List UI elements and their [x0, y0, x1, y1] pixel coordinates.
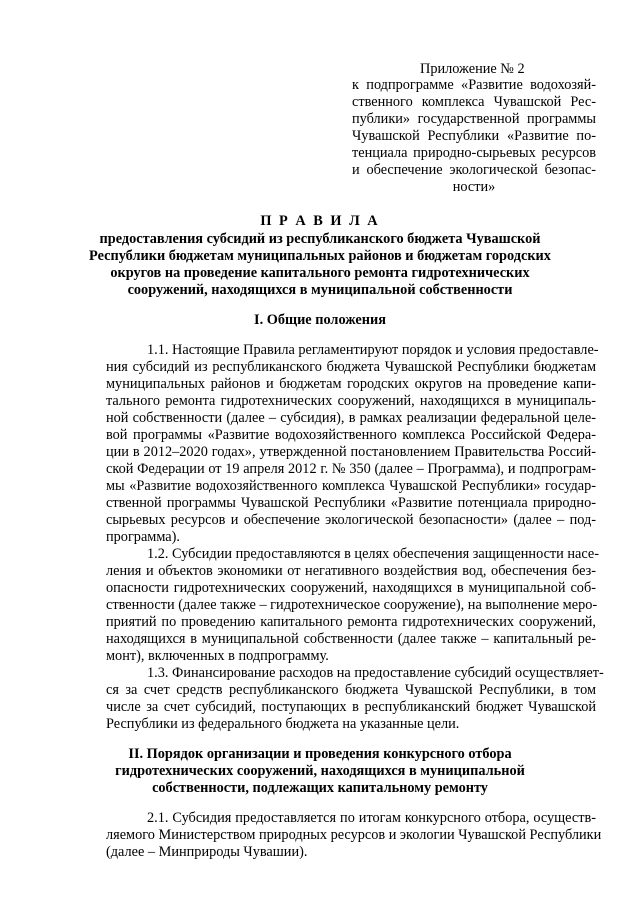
appendix-line: к подпрограмме «Развитие водохозяй- — [352, 77, 596, 93]
paragraph-line: мы «Развитие водохозяйственного комплекса Чувашской Республики» государ- — [106, 478, 596, 494]
paragraph-line: ной собственности (далее – субсидия), в рамках реализации федеральной целе- — [106, 410, 596, 426]
paragraph-line: Республики из федерального бюджета на указанные цели. — [106, 716, 460, 732]
paragraph-line: программа). — [106, 529, 180, 545]
document-title: П Р А В И Л А — [260, 213, 380, 229]
document-subtitle-line: предоставления субсидий из республиканского бюджета Чувашской — [99, 231, 541, 247]
paragraph-line: приятий по проведению капитального ремонта гидротехнических сооружений, — [106, 614, 596, 630]
paragraph-line: муниципальных районов и бюджетам городских округов на проведение капи- — [106, 376, 596, 392]
paragraph-line: ции в 2012–2020 годах», утвержденной постановлением Правительства Россий- — [106, 444, 596, 460]
paragraph-line: монт), включенных в подпрограмму. — [106, 648, 329, 664]
paragraph-line: (далее – Минприроды Чувашии). — [106, 844, 308, 860]
section-heading: I. Общие положения — [254, 312, 386, 328]
document-subtitle-line: сооружений, находящихся в муниципальной собственности — [127, 282, 513, 298]
paragraph-line: ния субсидий из республиканского бюджета Чувашской Республики бюджетам — [106, 359, 596, 375]
paragraph-line: ляемого Министерством природных ресурсов и экологии Чувашской Республики — [106, 827, 602, 843]
paragraph-line: 1.3. Финансирование расходов на предоставление субсидий осуществляет- — [147, 665, 604, 681]
section-heading: собственности, подлежащих капитальному ремонту — [152, 780, 488, 796]
section-heading: гидротехнических сооружений, находящихся в муниципальной — [115, 763, 525, 779]
paragraph-line: ской Федерации от 19 апреля 2012 г. № 350 (далее – Программа), и подпрограм- — [106, 461, 596, 477]
paragraph-line: вой программы «Развитие водохозяйственного комплекса Российской Федера- — [106, 427, 596, 443]
appendix-line: публики» государственной программы — [352, 111, 596, 127]
paragraph-line: 1.2. Субсидии предоставляются в целях обеспечения защищенности насе- — [147, 546, 600, 562]
appendix-line: тенциала природно-сырьевых ресурсов — [352, 145, 596, 161]
document-subtitle-line: округов на проведение капитального ремонта гидротехнических — [110, 265, 530, 281]
paragraph-line: 2.1. Субсидия предоставляется по итогам конкурсного отбора, осуществ- — [147, 810, 596, 826]
appendix-header: Приложение № 2 — [420, 61, 525, 77]
paragraph-line: опасности гидротехнических сооружений, находящихся в муниципальной соб- — [106, 580, 596, 596]
appendix-line: ности» — [452, 179, 496, 195]
paragraph-line: ственности (далее также – гидротехническое сооружение), на выполнение меро- — [106, 597, 598, 613]
paragraph-line: сырьевых ресурсов и обеспечение экологической безопасности» (далее – под- — [106, 512, 596, 528]
appendix-line: Чувашской Республики «Развитие по- — [352, 128, 596, 144]
paragraph-line: ся за счет средств республиканского бюджета Чувашской Республики, в том — [106, 682, 596, 698]
paragraph-line: числе за счет субсидий, поступающих в республиканский бюджет Чувашской — [106, 699, 596, 715]
paragraph-line: ления и объектов экономики от негативного воздействия вод, обеспечения без- — [106, 563, 596, 579]
appendix-line: ственного комплекса Чувашской Рес- — [352, 94, 596, 110]
paragraph-line: 1.1. Настоящие Правила регламентируют порядок и условия предоставле- — [147, 342, 599, 358]
paragraph-line: тального ремонта гидротехнических сооружений, находящихся в муниципаль- — [106, 393, 596, 409]
section-heading: II. Порядок организации и проведения конкурсного отбора — [128, 746, 512, 762]
paragraph-line: находящихся в муниципальной собственности (далее также – капитальный ре- — [106, 631, 596, 647]
appendix-line: и обеспечение экологической безопас- — [352, 162, 596, 178]
paragraph-line: ственной программы Чувашской Республики «Развитие потенциала природно- — [106, 495, 596, 511]
document-subtitle-line: Республики бюджетам муниципальных районов и бюджетам городских — [89, 248, 551, 264]
